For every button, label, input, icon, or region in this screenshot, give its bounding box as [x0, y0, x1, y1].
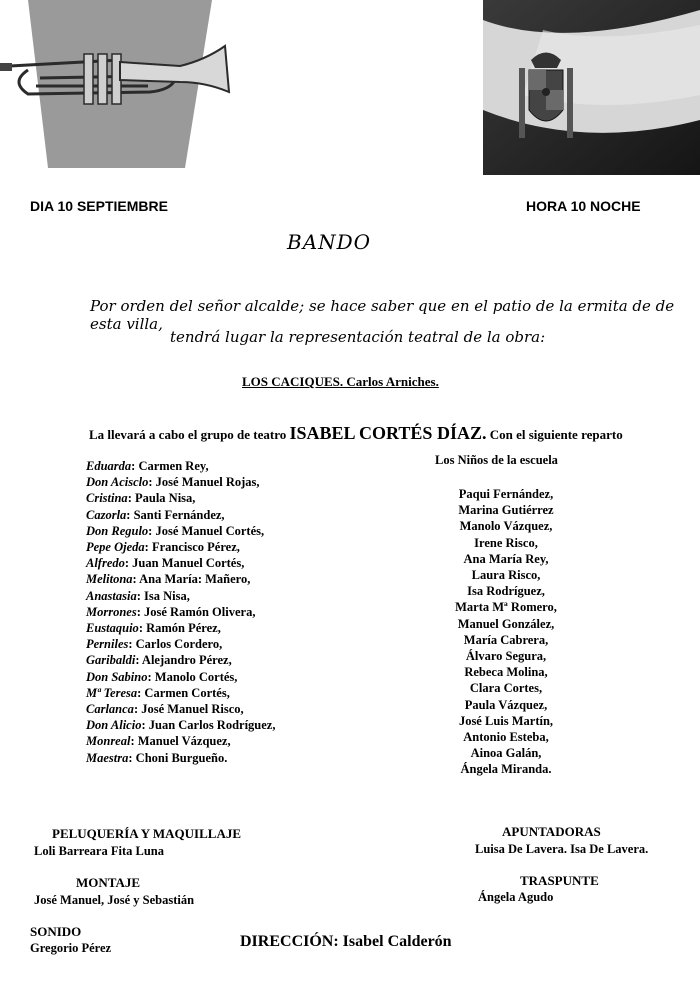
cast-role: Don Regulo [86, 523, 149, 538]
cast-role: Cristina [86, 491, 128, 506]
cast-role: Anastasia [86, 588, 137, 603]
intro-line-2: tendrá lugar la representación teatral de la obra: [170, 328, 546, 346]
montaje-names: José Manuel, José y Sebastián [34, 893, 195, 907]
cast-actor: : Carmen Cortés, [137, 685, 230, 700]
intro-line-1: Por orden del señor alcalde; se hace saber que en el patio de la ermita de de esta villa, [90, 297, 675, 333]
kid-name: Ainoa Galán, [470, 746, 542, 761]
cast-role: Carlanca [86, 702, 134, 717]
kid-name: Laura Risco, [471, 568, 541, 583]
cast-row [86, 685, 275, 701]
cast-actor: : Manuel Vázquez, [130, 734, 231, 749]
cast-actor: : Juan Carlos Rodríguez, [141, 718, 276, 733]
cast-row [86, 555, 275, 571]
cast-actor: : Carmen Rey, [131, 459, 209, 473]
cast-role: Garibaldi [86, 653, 136, 668]
prompters-names: Luisa De Lavera. Isa De Lavera. [475, 842, 649, 856]
cast-role: Don Alicio [86, 718, 142, 733]
kid-name: Rebeca Molina, [464, 665, 548, 680]
cast-row [86, 669, 275, 685]
trumpet-icon [0, 0, 232, 170]
cast-role: Morrones [86, 604, 137, 619]
cast-role: Maestra [86, 750, 129, 765]
cast-role: Eustaquio [86, 621, 139, 636]
sound-heading: SONIDO [30, 924, 82, 939]
cast-row [86, 523, 275, 539]
cast-actor: : José Ramón Olivera, [136, 604, 256, 619]
kid-name: Manolo Vázquez, [459, 519, 553, 534]
cast-row [86, 620, 275, 636]
cast-row [86, 474, 275, 490]
cast-row [86, 604, 275, 620]
kids-heading: Los Niños de la escuela [435, 453, 558, 467]
cast-actor: : José Manuel Cortés, [148, 523, 265, 538]
cast-role: Alfredo [86, 556, 125, 571]
cast-role: Monreal [86, 734, 131, 749]
kid-name: Marta Mª Romero, [455, 600, 557, 615]
cast-actor: : Isa Nisa, [136, 588, 190, 603]
cast-actor: : Carlos Cordero, [128, 637, 223, 652]
cast-row [86, 733, 275, 749]
cast-role: Perniles [86, 637, 129, 652]
cast-row [86, 588, 275, 604]
kid-name: Manuel González, [457, 616, 555, 631]
cast-actor: : Ana María: Mañero, [132, 572, 251, 587]
cast-actor: : Manolo Cortés, [147, 669, 238, 684]
cast-actor: : Santi Fernández, [126, 507, 225, 522]
prompters-heading: APUNTADORAS [502, 824, 601, 839]
cast-row [86, 717, 275, 733]
cast-row [86, 636, 275, 652]
spain-flag-icon [483, 0, 700, 175]
cast-role: Mª Teresa [86, 685, 138, 700]
director-line: DIRECCIÓN: Isabel Calderón [240, 933, 452, 950]
cast-row [86, 539, 275, 555]
kids-list [430, 486, 582, 778]
cast-row [86, 701, 275, 717]
group-prefix: La llevará a cabo el grupo de teatro [89, 427, 287, 442]
group-suffix: Con el siguiente reparto [489, 427, 623, 442]
kid-name: Álvaro Segura, [465, 649, 547, 664]
cast-actor: : José Manuel Rojas, [148, 475, 260, 490]
cast-list [86, 458, 275, 766]
cast-row [86, 458, 275, 474]
kid-name: Isa Rodríguez, [467, 584, 545, 599]
kid-name: José Luis Martín, [458, 713, 554, 728]
sound-name: Gregorio Pérez [30, 941, 112, 955]
cast-actor: : Choni Burgueño. [128, 750, 228, 765]
event-date: DIA 10 SEPTIEMBRE [30, 198, 168, 214]
cast-row [86, 571, 275, 587]
cast-actor: : Francisco Pérez, [144, 540, 240, 555]
cast-actor: : Alejandro Pérez, [135, 653, 232, 668]
kid-name: Ana María Rey, [463, 551, 549, 566]
cast-row [86, 750, 275, 766]
group-line [89, 423, 623, 444]
group-name: ISABEL CORTÉS DÍAZ. [289, 423, 487, 443]
cast-row [86, 490, 275, 506]
cast-row [86, 507, 275, 523]
makeup-heading: PELUQUERÍA Y MAQUILLAJE [52, 826, 242, 841]
kid-name: Antonio Esteba, [463, 730, 549, 745]
play-title: LOS CACIQUES. Carlos Arniches. [242, 374, 439, 389]
cast-role: Cazorla [86, 507, 127, 522]
kid-name: Ángela Miranda. [460, 762, 552, 777]
cast-row [86, 652, 275, 668]
cast-actor: : José Manuel Risco, [133, 702, 244, 717]
event-time: HORA 10 NOCHE [526, 198, 641, 214]
kid-name: María Cabrera, [463, 632, 549, 647]
cast-actor: : Juan Manuel Cortés, [124, 556, 245, 571]
kid-name: Paula Vázquez, [464, 697, 548, 712]
cast-role: Eduarda [86, 459, 132, 473]
cast-actor: : Ramón Pérez, [138, 621, 221, 636]
kid-name: Irene Risco, [474, 535, 538, 550]
page-title: BANDO [287, 230, 372, 254]
stagehand-name: Ángela Agudo [478, 890, 554, 904]
cast-role: Don Sabino [86, 669, 148, 684]
kid-name: Paqui Fernández, [458, 487, 554, 501]
cast-role: Don Acisclo [86, 475, 149, 490]
kid-name: Marina Gutiérrez [458, 503, 554, 518]
stagehand-heading: TRASPUNTE [520, 873, 599, 888]
kid-name: Clara Cortes, [469, 681, 543, 696]
cast-role: Pepe Ojeda [86, 540, 145, 555]
cast-actor: : Paula Nisa, [127, 491, 196, 506]
montaje-heading: MONTAJE [76, 875, 141, 890]
makeup-names: Loli Barreara Fita Luna [34, 844, 164, 858]
cast-role: Melitona [86, 572, 133, 587]
